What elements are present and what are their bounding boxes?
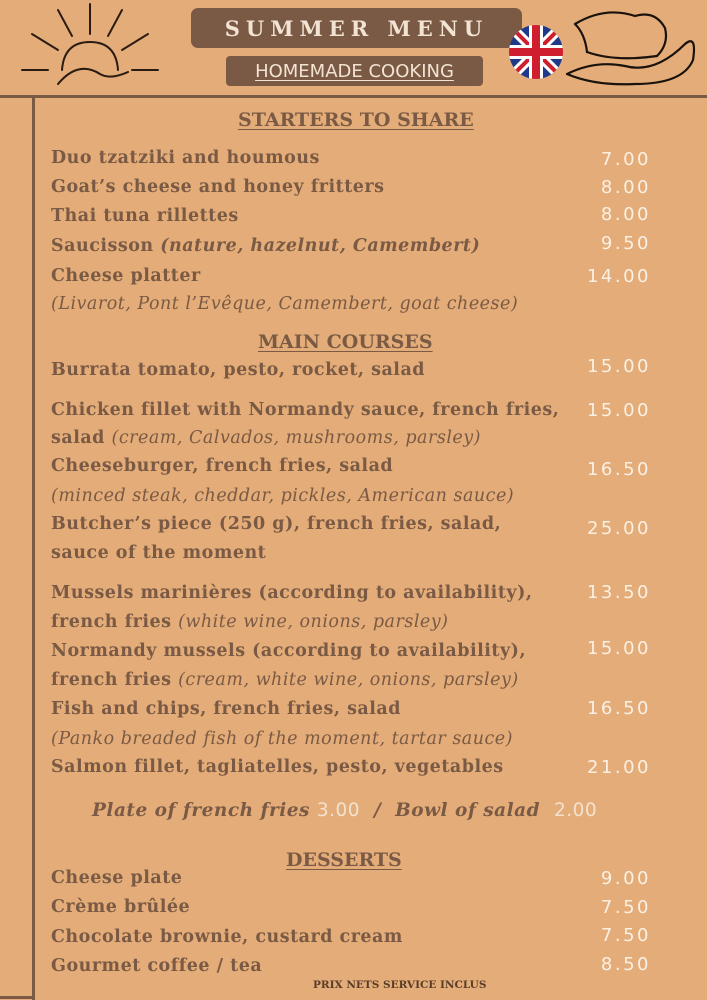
main-item-name: Burrata tomato, pesto, rocket, salad (51, 360, 426, 380)
uk-flag-icon[interactable] (508, 24, 564, 80)
left-border-rule (32, 96, 35, 1000)
starter-item-name: Cheese platter (51, 266, 201, 286)
bottom-left-rule (0, 996, 35, 999)
section-title-desserts: DESSERTS (286, 849, 402, 871)
main-item-name: Cheeseburger, french fries, salad (51, 456, 394, 476)
main-item-price: 15.00 (586, 356, 651, 377)
main-item-price: 21.00 (586, 757, 651, 778)
main-item-name-cont: french fries (51, 612, 172, 632)
starter-item-name: Goat’s cheese and honey fritters (51, 177, 385, 197)
main-item-name: Fish and chips, french fries, salad (51, 699, 401, 719)
salad-price: 2.00 (553, 800, 598, 821)
dessert-item-price: 8.50 (600, 954, 651, 975)
cowboy-hat-icon (565, 4, 700, 92)
starter-item-price: 14.00 (586, 266, 651, 287)
starter-item-price: 8.00 (600, 204, 651, 225)
main-item-name: Salmon fillet, tagliatelles, pesto, vegetables (51, 757, 504, 777)
starter-item-price: 7.00 (600, 149, 651, 170)
main-item-price: 16.50 (586, 459, 651, 480)
dessert-item-name: Gourmet coffee / tea (51, 956, 263, 976)
fries-label: Plate of french fries (92, 800, 310, 821)
menu-subtitle: HOMEMADE COOKING (255, 60, 454, 82)
main-item-line (51, 428, 481, 448)
section-title-mains: MAIN COURSES (258, 331, 433, 353)
menu-subtitle-banner (226, 56, 483, 86)
main-item-name: Mussels marinières (according to availability), (51, 583, 533, 603)
main-item-line (51, 670, 519, 690)
starter-item-price: 9.50 (600, 233, 651, 254)
dessert-item-name: Cheese plate (51, 868, 183, 888)
main-item-name-cont: sauce of the moment (51, 543, 267, 563)
footer-note: PRIX NETS SERVICE INCLUS (313, 979, 487, 991)
main-item-note: (cream, white wine, onions, parsley) (178, 670, 519, 690)
starter-item-note: (Livarot, Pont l’Evêque, Camembert, goat cheese) (51, 294, 519, 314)
salad-label: Bowl of salad (395, 800, 541, 821)
main-item-price: 13.50 (586, 582, 651, 603)
dessert-item-name: Crème brûlée (51, 897, 191, 917)
main-item-price: 25.00 (586, 518, 651, 539)
dessert-item-price: 7.50 (600, 925, 651, 946)
menu-header (0, 0, 707, 96)
main-item-name: Normandy mussels (according to availability), (51, 641, 527, 661)
starter-item-price: 8.00 (600, 177, 651, 198)
fries-price: 3.00 (316, 800, 361, 821)
sides-separator: / (373, 800, 382, 821)
main-item-price: 15.00 (586, 638, 651, 659)
main-item-note: (minced steak, cheddar, pickles, American sauce) (51, 486, 515, 506)
menu-title: SUMMER MENU (224, 15, 489, 41)
dessert-item-name: Chocolate brownie, custard cream (51, 927, 403, 947)
menu-title-banner (191, 8, 522, 48)
header-divider (0, 95, 707, 98)
starter-item-name: Saucisson (51, 236, 154, 256)
sides-line (92, 800, 597, 821)
starter-item-line (51, 236, 480, 256)
main-item-name-cont: french fries (51, 670, 172, 690)
dessert-item-price: 7.50 (600, 897, 651, 918)
main-item-line (51, 612, 448, 632)
main-item-note: (Panko breaded fish of the moment, tartar sauce) (51, 729, 513, 749)
main-item-note: (white wine, onions, parsley) (178, 612, 449, 632)
main-item-price: 16.50 (586, 698, 651, 719)
starter-item-note: (nature, hazelnut, Camembert) (160, 236, 481, 256)
dessert-item-price: 9.00 (600, 868, 651, 889)
starter-item-name: Duo tzatziki and houmous (51, 148, 320, 168)
main-item-name-cont: salad (51, 428, 105, 448)
section-title-starters: STARTERS TO SHARE (238, 109, 474, 131)
starter-item-name: Thai tuna rillettes (51, 206, 239, 226)
main-item-name: Butcher’s piece (250 g), french fries, salad, (51, 514, 502, 534)
main-item-name: Chicken fillet with Normandy sauce, french fries, (51, 400, 560, 420)
main-item-note: (cream, Calvados, mushrooms, parsley) (111, 428, 482, 448)
sun-icon (18, 0, 163, 95)
main-item-price: 15.00 (586, 400, 651, 421)
